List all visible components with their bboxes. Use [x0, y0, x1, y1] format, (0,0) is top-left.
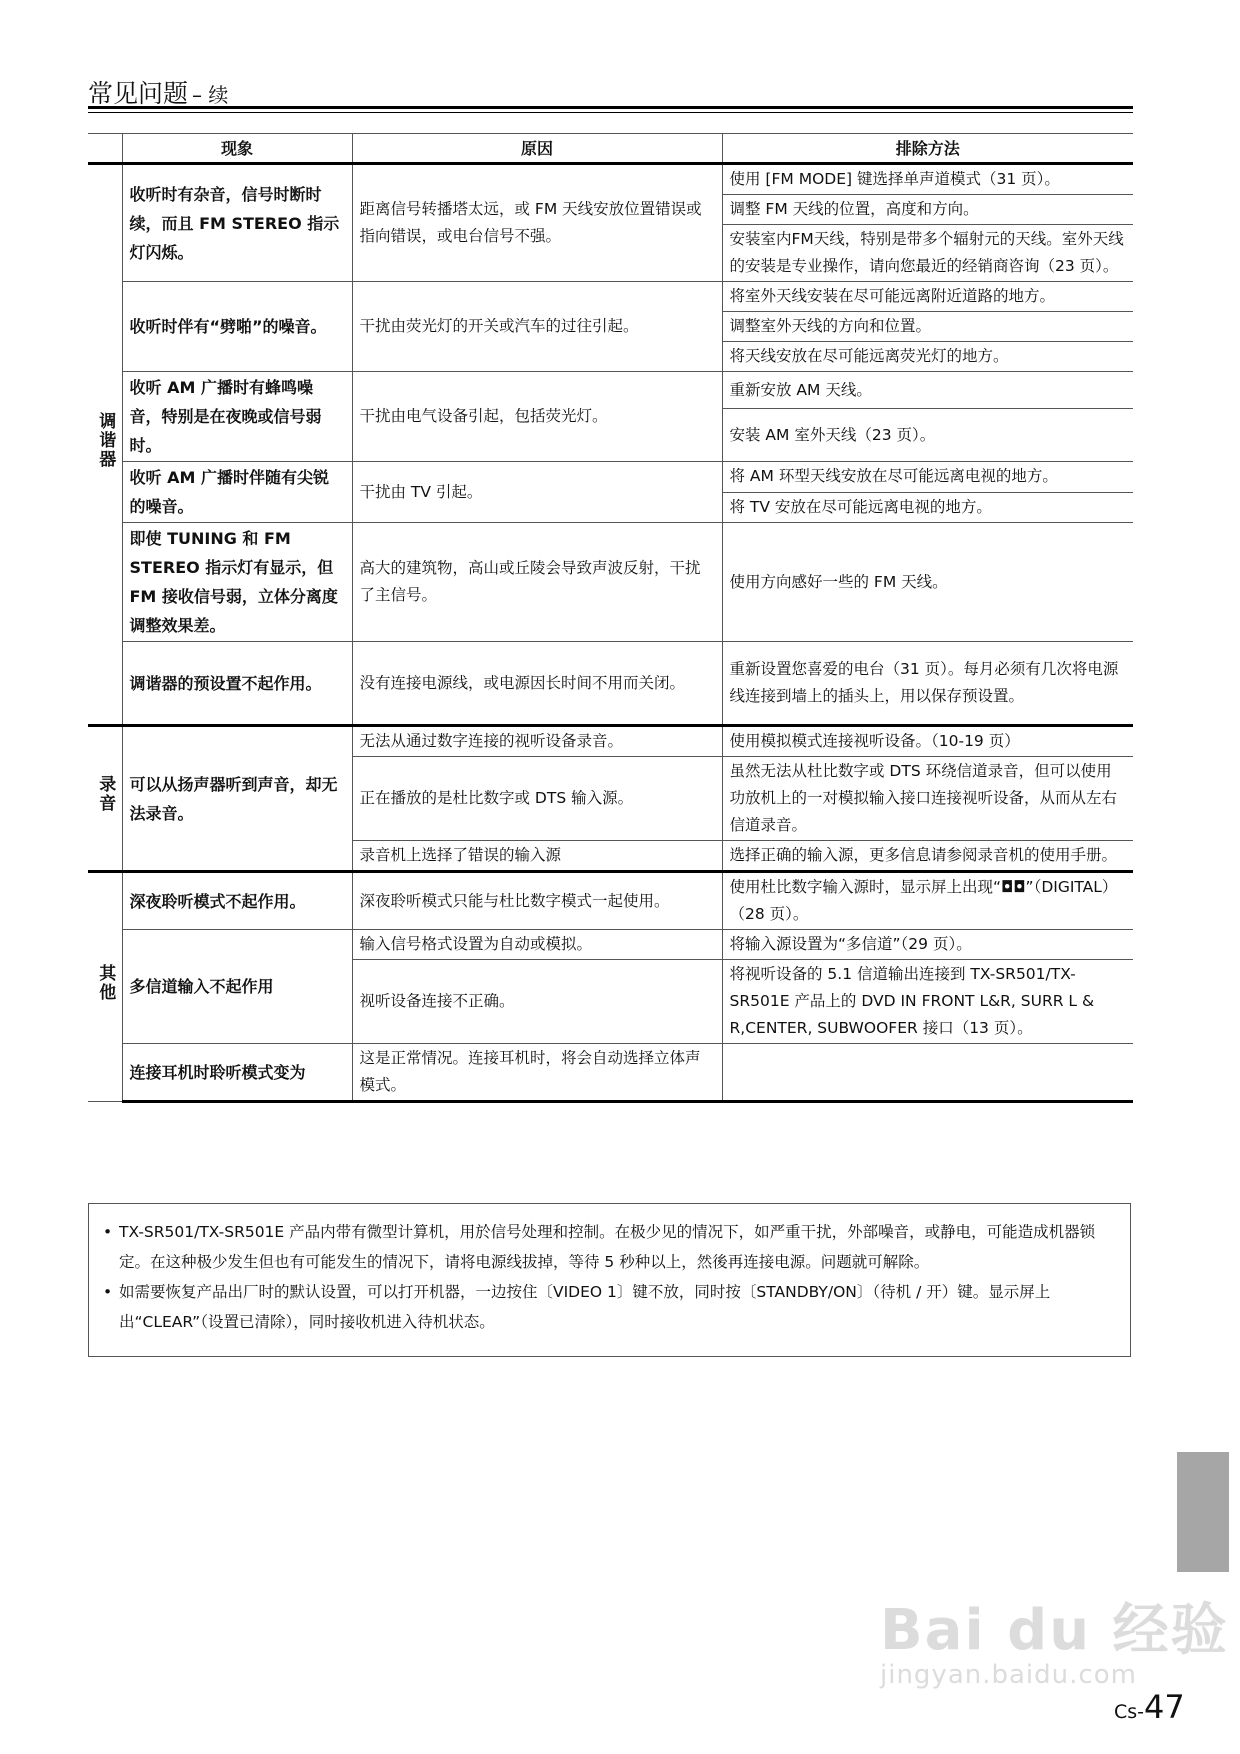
remedy-cell: 使用方向感好一些的 FM 天线。 [722, 523, 1133, 642]
table-row [88, 872, 1133, 930]
table-row [88, 930, 1133, 960]
remedy-cell: 调整室外天线的方向和位置。 [722, 312, 1133, 342]
table-row [88, 523, 1133, 642]
symptom-cell: 多信道输入不起作用 [122, 930, 352, 1044]
page-number [1114, 1688, 1185, 1726]
title-rule-thin [88, 112, 1133, 113]
remedy-cell: 使用模拟模式连接视听设备。（10-19 页） [722, 726, 1133, 757]
cause-cell: 录音机上选择了错误的输入源 [352, 841, 722, 872]
title-text: 常见问题 [88, 79, 189, 108]
table-row [88, 372, 1133, 409]
notes-box [88, 1203, 1131, 1357]
table-row [88, 1044, 1133, 1102]
remedy-cell: 重新设置您喜爱的电台（31 页）。每月必须有几次将电源线连接到墙上的插头上，用以保存预设置。 [722, 642, 1133, 726]
cause-cell: 没有连接电源线，或电源因长时间不用而关闭。 [352, 642, 722, 726]
remedy-cell: 使用杜比数字输入源时，显示屏上出现“◘◘”（DIGITAL）（28 页）。 [722, 872, 1133, 930]
symptom-cell: 收听 AM 广播时伴随有尖锐的噪音。 [122, 462, 352, 523]
remedy-cell: 选择正确的输入源，更多信息请参阅录音机的使用手册。 [722, 841, 1133, 872]
category-recording: 录音 [88, 726, 122, 872]
header-remedy: 排除方法 [722, 134, 1133, 164]
header-cause: 原因 [352, 134, 722, 164]
category-other: 其他 [88, 872, 122, 1102]
page-prefix: Cs- [1114, 1701, 1145, 1723]
remedy-cell: 虽然无法从杜比数字或 DTS 环绕信道录音，但可以使用功放机上的一对模拟输入接口连接视听设备，从而从左右信道录音。 [722, 757, 1133, 841]
symptom-cell: 收听 AM 广播时有蜂鸣噪音，特别是在夜晚或信号弱时。 [122, 372, 352, 462]
watermark-logo: Bai du 经验 [880, 1598, 1229, 1663]
remedy-cell: 将输入源设置为“多信道”（29 页）。 [722, 930, 1133, 960]
title-subtitle: – 续 [192, 83, 229, 107]
symptom-cell: 连接耳机时聆听模式变为 [122, 1044, 352, 1102]
remedy-cell: 安装 AM 室外天线（23 页）。 [722, 409, 1133, 462]
page-number-value: 47 [1144, 1688, 1185, 1726]
cause-cell: 距离信号转播塔太远，或 FM 天线安放位置错误或指向错误，或电台信号不强。 [352, 164, 722, 282]
cause-cell: 深夜聆听模式只能与杜比数字模式一起使用。 [352, 872, 722, 930]
symptom-cell: 即使 TUNING 和 FM STEREO 指示灯有显示，但 FM 接收信号弱，立体分离度调整效果差。 [122, 523, 352, 642]
table-row [88, 282, 1133, 312]
table-row [88, 462, 1133, 493]
cause-cell: 干扰由电气设备引起，包括荧光灯。 [352, 372, 722, 462]
page-title [88, 74, 228, 110]
cause-cell: 干扰由荧光灯的开关或汽车的过往引起。 [352, 282, 722, 372]
troubleshooting-table [88, 133, 1133, 1103]
note-item: • TX-SR501/TX-SR501E 产品内带有微型计算机，用於信号处理和控制。在极少见的情况下，如严重干扰，外部噪音，或静电，可能造成机器锁定。在这种极少发生但也有可能发生的情况下，请将电源线拔掉，等待 5 秒种以上，然後再连接电源。问题就可解除。 [103, 1217, 1110, 1277]
watermark-url: jingyan.baidu.com [880, 1660, 1137, 1690]
table-row [88, 726, 1133, 757]
symptom-cell: 深夜聆听模式不起作用。 [122, 872, 352, 930]
cause-cell: 正在播放的是杜比数字或 DTS 输入源。 [352, 757, 722, 841]
remedy-cell: 将视听设备的 5.1 信道输出连接到 TX-SR501/TX-SR501E 产品上的 DVD IN FRONT L&R, SURR L & R,CENTER, SUBWOOFER 接口（13 页）。 [722, 960, 1133, 1044]
cause-cell: 视听设备连接不正确。 [352, 960, 722, 1044]
remedy-cell: 将室外天线安装在尽可能远离附近道路的地方。 [722, 282, 1133, 312]
cause-cell: 无法从通过数字连接的视听设备录音。 [352, 726, 722, 757]
header-blank [88, 134, 122, 164]
table-header-row [88, 134, 1133, 164]
table-row [88, 164, 1133, 195]
cause-cell: 干扰由 TV 引起。 [352, 462, 722, 523]
remedy-cell: 调整 FM 天线的位置，高度和方向。 [722, 195, 1133, 225]
cause-cell: 输入信号格式设置为自动或模拟。 [352, 930, 722, 960]
cause-cell: 高大的建筑物，高山或丘陵会导致声波反射，干扰了主信号。 [352, 523, 722, 642]
remedy-cell: 将 AM 环型天线安放在尽可能远离电视的地方。 [722, 462, 1133, 493]
symptom-cell: 调谐器的预设置不起作用。 [122, 642, 352, 726]
symptom-cell: 收听时伴有“劈啪”的噪音。 [122, 282, 352, 372]
title-rule-thick [88, 106, 1133, 109]
symptom-cell: 可以从扬声器听到声音，却无法录音。 [122, 726, 352, 872]
header-symptom: 现象 [122, 134, 352, 164]
cause-cell: 这是正常情况。连接耳机时，将会自动选择立体声模式。 [352, 1044, 722, 1102]
side-tab [1177, 1452, 1229, 1572]
remedy-cell: 使用 [FM MODE] 键选择单声道模式（31 页）。 [722, 164, 1133, 195]
remedy-cell [722, 1044, 1133, 1102]
remedy-cell: 安装室内FM天线，特别是带多个辐射元的天线。室外天线的安装是专业操作，请向您最近的经销商咨询（23 页）。 [722, 225, 1133, 282]
remedy-cell: 将天线安放在尽可能远离荧光灯的地方。 [722, 342, 1133, 372]
note-item: • 如需要恢复产品出厂时的默认设置，可以打开机器，一边按住〔VIDEO 1〕键不放，同时按〔STANDBY/ON〕（待机 / 开）键。显示屏上出“CLEAR”（设置已清除），同时接收机进入待机状态。 [103, 1277, 1110, 1337]
symptom-cell: 收听时有杂音，信号时断时续，而且 FM STEREO 指示灯闪烁。 [122, 164, 352, 282]
category-tuner: 调谐器 [88, 164, 122, 726]
remedy-cell: 重新安放 AM 天线。 [722, 372, 1133, 409]
remedy-cell: 将 TV 安放在尽可能远离电视的地方。 [722, 492, 1133, 523]
